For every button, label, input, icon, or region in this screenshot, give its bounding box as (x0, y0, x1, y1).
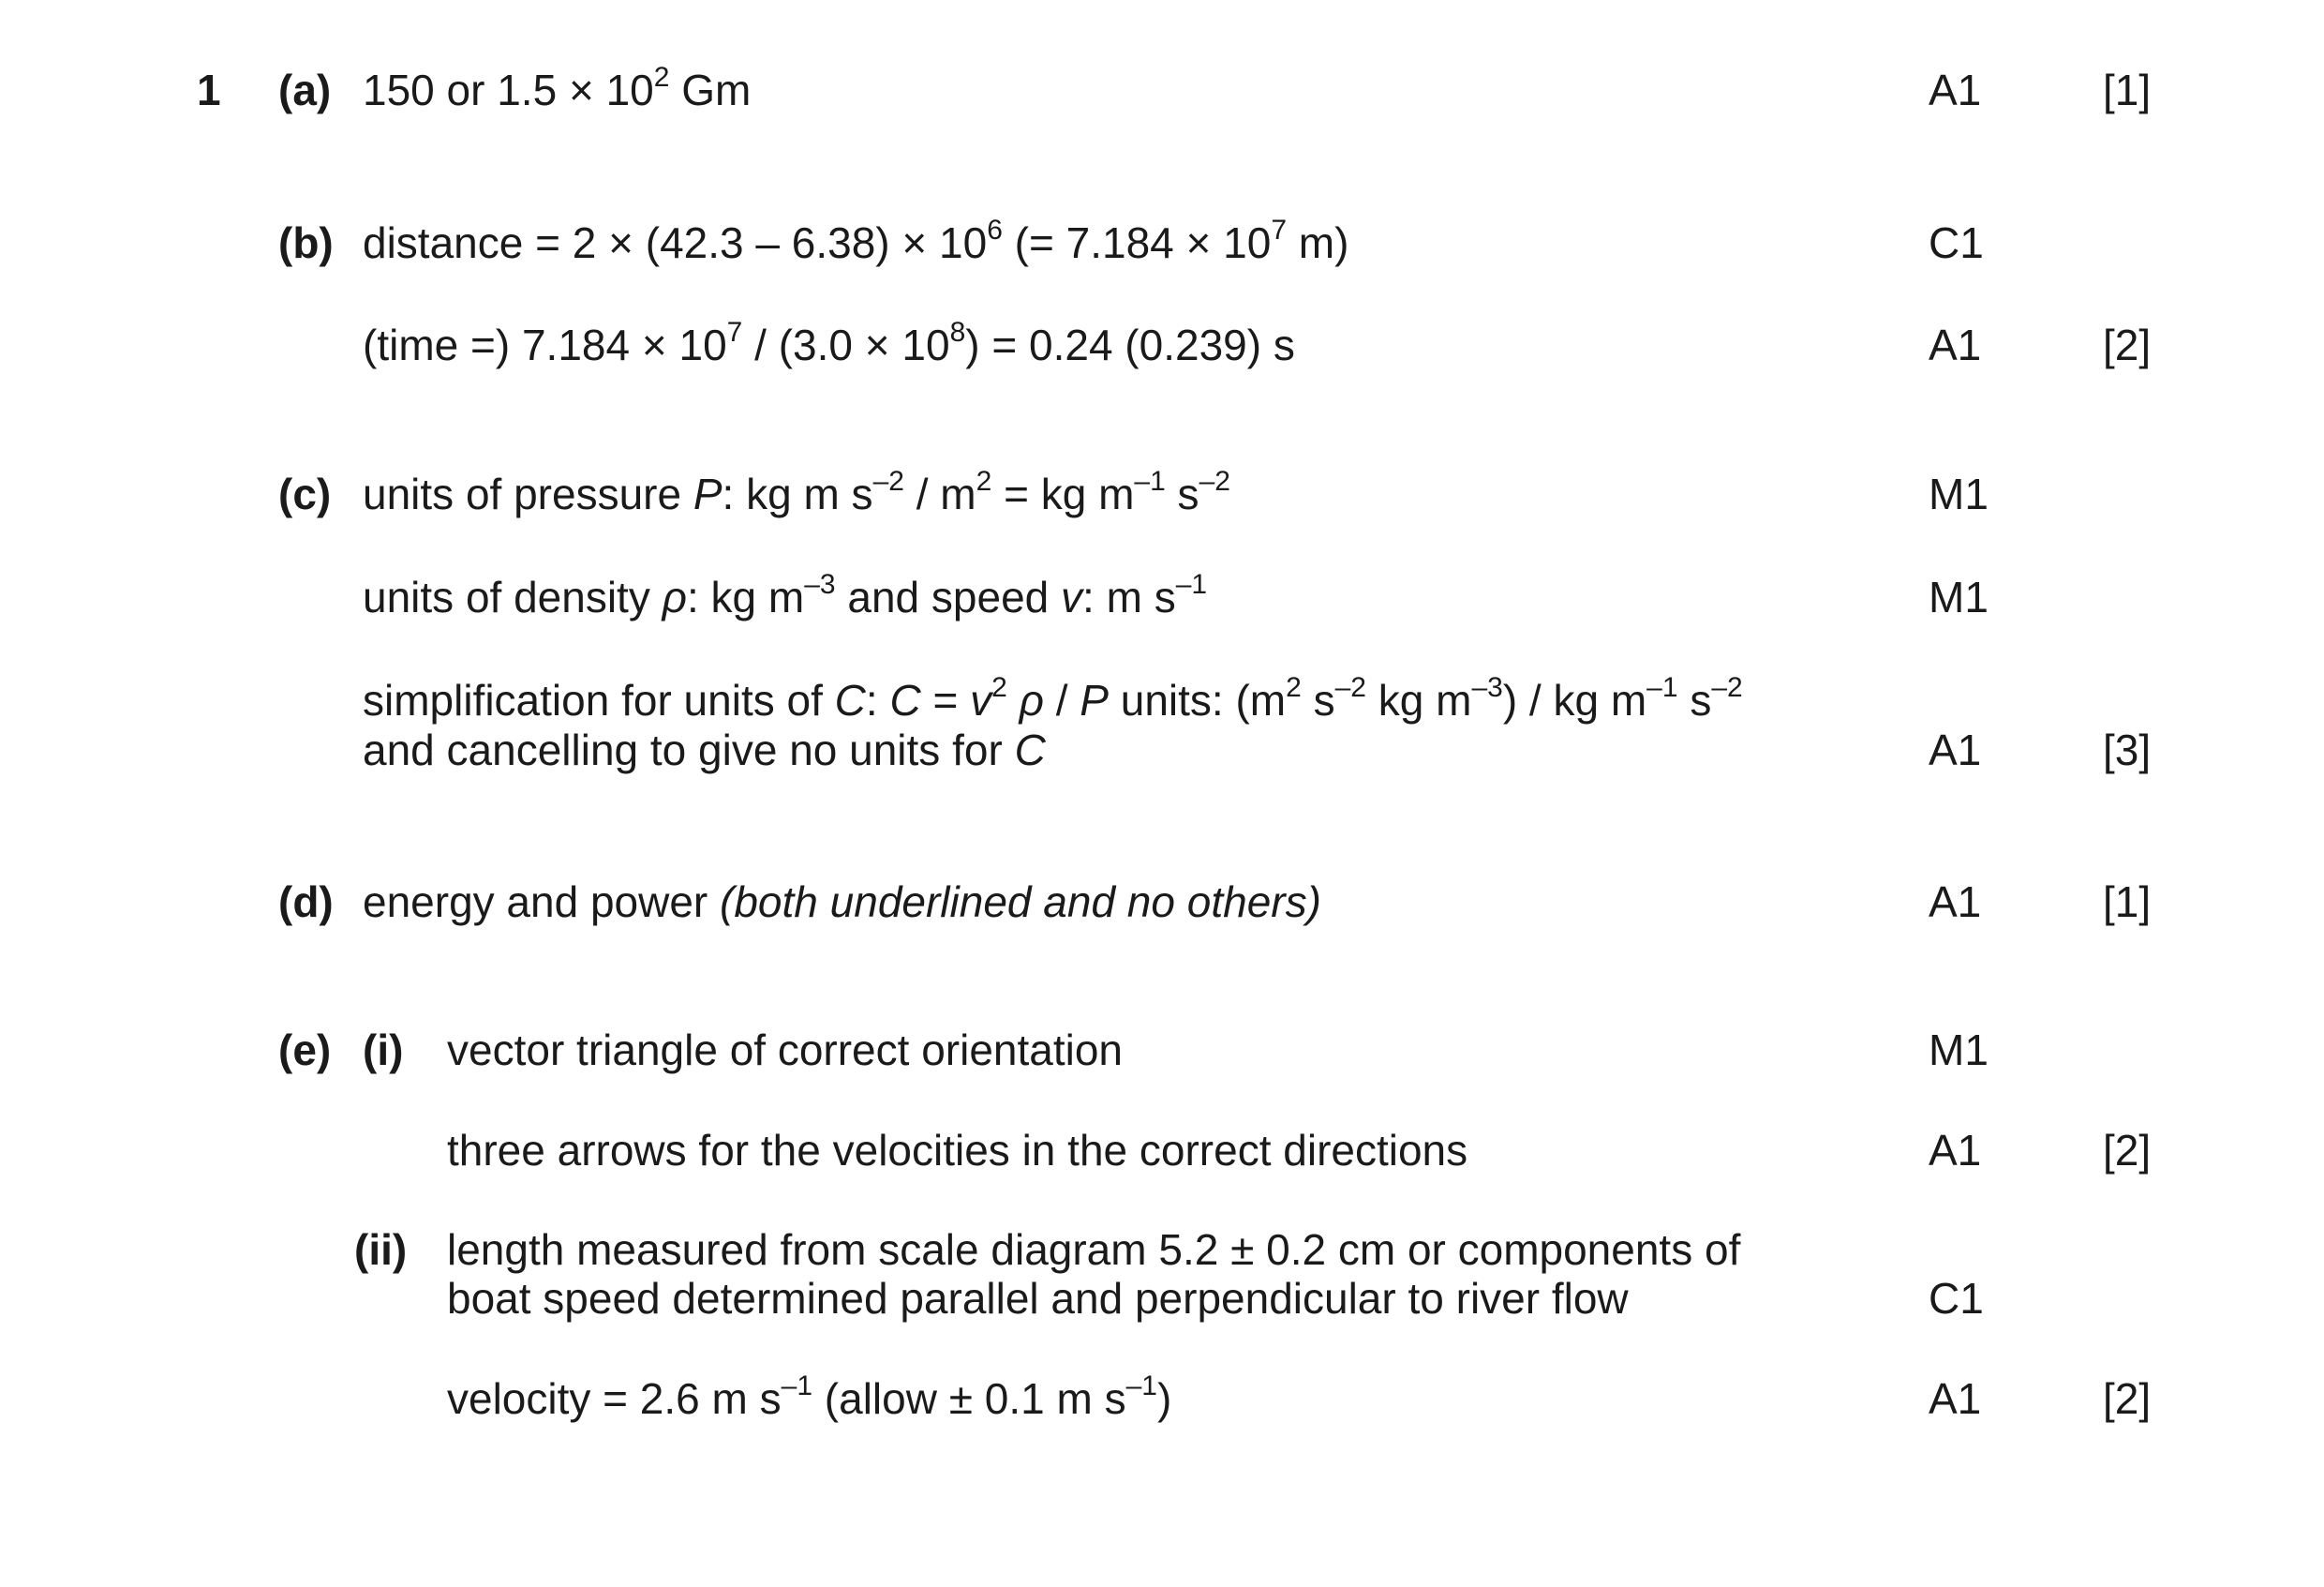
part-e-ii-line3: velocity = 2.6 m $s^{-1}$ (allow ± 0.1 m $s^{-1}$) (447, 1370, 1172, 1423)
part-e-ii-total: [2] (2103, 1374, 2152, 1423)
part-e-ii-line2: boat speed determined parallel and perpendicular to river flow (447, 1274, 1629, 1323)
part-e-i-line2: three arrows for the velocities in the correct directions (447, 1126, 1468, 1175)
part-c-line4: and cancelling to give no units for C (363, 726, 1046, 774)
part-c-line1: units of pressure P: kg m $s^{-2} / m^2$ = kg $m^{-1}$ $s^{-2}$ (363, 465, 1230, 518)
part-c-line3: simplification for units of C: $C = v^2$ ρ / P units: ($m^2$ $s^{-2}$ kg $m^{-3}$) / kg $m^{-1}$ $s^{-2}$ (363, 671, 1743, 725)
part-c-total: [3] (2103, 726, 2152, 774)
question-number: 1 (197, 66, 221, 114)
a-text: 150 or $1.5 \times 10^2$ Gm (363, 61, 752, 114)
part-e-i-label: (i) (363, 1026, 404, 1074)
part-a-total: [1] (2103, 66, 2152, 114)
part-a-line1 (363, 61, 752, 115)
part-c-line1-mark: M1 (1929, 470, 1989, 518)
part-b-line1: distance = $2 \times (42.3 - 6.38) \times 10^6$ (= $7.184 \times 10^7$ m) (363, 214, 1349, 267)
part-e-ii-line2-mark: C1 (1929, 1274, 1984, 1323)
part-b-label: (b) (278, 218, 334, 267)
part-d-mark: A1 (1929, 877, 1982, 926)
part-b-line2-mark: A1 (1929, 321, 1982, 369)
part-c-line2-mark: M1 (1929, 573, 1989, 621)
part-a-label: (a) (278, 66, 332, 114)
part-e-label: (e) (278, 1026, 332, 1074)
part-e-i-line1-mark: M1 (1929, 1026, 1989, 1074)
part-b-line2: (time =) $7.184 \times 10^7 / (3.0 \times 10^8) = 0.24$ (0.239) s (363, 316, 1295, 369)
part-e-i-line1: vector triangle of correct orientation (447, 1026, 1124, 1074)
part-e-ii-label: (ii) (354, 1225, 408, 1274)
part-e-ii-line1: length measured from scale diagram 5.2 ± 0.2 cm or components of (447, 1225, 1741, 1274)
part-d-label: (d) (278, 877, 334, 926)
part-c-line2: units of density ρ: kg $m^{-3}$ and speed v: m $s^{-1}$ (363, 568, 1208, 621)
d-note: (both underlined and no others) (720, 877, 1321, 926)
d-text: energy and power (363, 877, 708, 926)
part-b-total: [2] (2103, 321, 2152, 369)
part-e-i-total: [2] (2103, 1126, 2152, 1175)
part-c-line4-mark: A1 (1929, 726, 1982, 774)
part-e-i-line2-mark: A1 (1929, 1126, 1982, 1175)
part-b-line1-mark: C1 (1929, 218, 1984, 267)
part-c-label: (c) (278, 470, 332, 518)
part-e-ii-line3-mark: A1 (1929, 1374, 1982, 1423)
part-d-total: [1] (2103, 877, 2152, 926)
part-d-line1 (363, 876, 1321, 927)
part-a-mark: A1 (1929, 66, 1982, 114)
